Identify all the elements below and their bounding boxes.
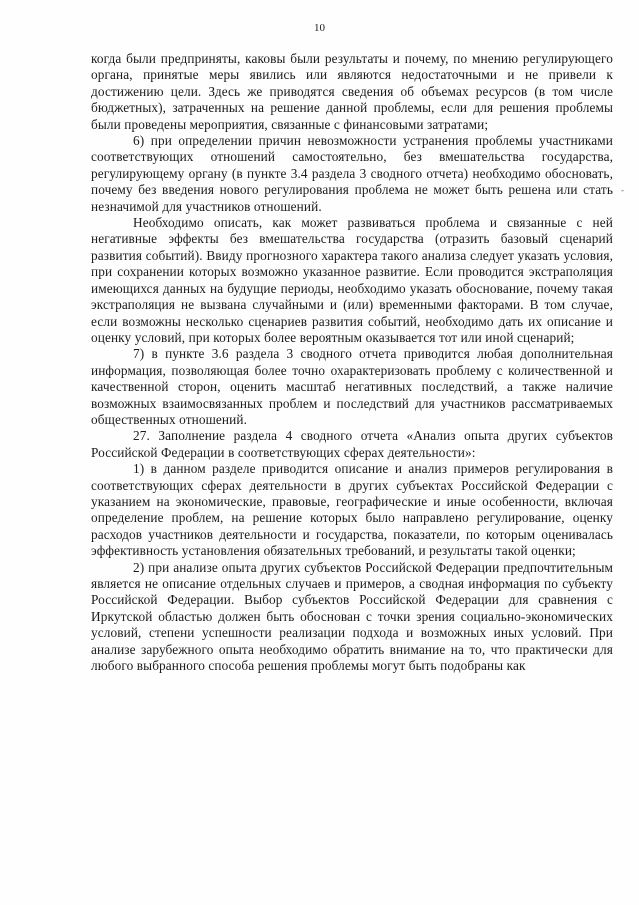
paragraph-item-1: 1) в данном разделе приводится описание и анализ примеров регулирования в соответствующих сферах деятельности в других субъектах Российской Федерации с указанием на экономические, правовые, географические и иные особенности, включая определение проблем, на решение которых было направлено регулирование, оценку расходов участников деятельности и государства, показатели, по которым оценивалась эффективность установления обязательных требований, и результаты такой оценки; [91, 461, 613, 559]
paragraph-continuation: когда были предприняты, каковы были результаты и почему, по мнению регулирующего органа, принятые меры явились или являются недостаточными и не привели к достижению цели. Здесь же приводятся сведения об объемах ресурсов (в том числе бюджетных), затраченных на решение данной проблемы, если для решения проблемы были проведены мероприятия, связанные с финансовыми затратами; [91, 51, 613, 132]
paragraph-section-27: 27. Заполнение раздела 4 сводного отчета «Анализ опыта других субъектов Российской Федерации в соответствующих сферах деятельности»: [91, 428, 613, 460]
paragraph-base-scenario: Необходимо описать, как может развиваться проблема и связанные с ней негативные эффекты без вмешательства государства (отразить базовый сценарий развития событий). Ввиду прогнозного характера такого анализа следует указать условия, при сохранении которых возможно указанное развитие. Если проводится экстраполяция имеющихся данных на будущие периоды, необходимо указать обоснование, почему такая экстраполяция не вызвана случайными и (или) временными факторами. В том случае, если возможны несколько сценариев развития событий, необходимо дать их описание и оценку условий, при которых более вероятным оказывается тот или иной сценарий; [91, 215, 613, 345]
page-number: 10 [314, 22, 325, 34]
margin-mark: - [621, 185, 624, 195]
paragraph-item-6: 6) при определении причин невозможности устранения проблемы участниками соответствующих отношений самостоятельно, без вмешательства государства, регулирующему органу (в пункте 3.4 раздела 3 сводного отчета) необходимо обосновать, почему без введения нового регулирования проблема не может быть решена или стать незначимой для участников отношений. [91, 133, 613, 214]
paragraph-item-7: 7) в пункте 3.6 раздела 3 сводного отчета приводится любая дополнительная информация, позволяющая более точно охарактеризовать проблему с количественной и качественной сторон, оценить масштаб негативных последствий, а также наличие возможных взаимосвязанных проблем и последствий для участников рассматриваемых общественных отношений. [91, 346, 613, 427]
document-body [91, 51, 613, 674]
paragraph-item-2: 2) при анализе опыта других субъектов Российской Федерации предпочтительным является не описание отдельных случаев и примеров, а сводная информация по субъекту Российской Федерации. Выбор субъектов Российской Федерации для сравнения с Иркутской областью должен быть обоснован с точки зрения социально-экономических условий, степени успешности реализации подхода и возможных иных условий. При анализе зарубежного опыта необходимо обратить внимание на то, что практически для любого выбранного способа решения проблемы могут быть подобраны как [91, 559, 613, 674]
